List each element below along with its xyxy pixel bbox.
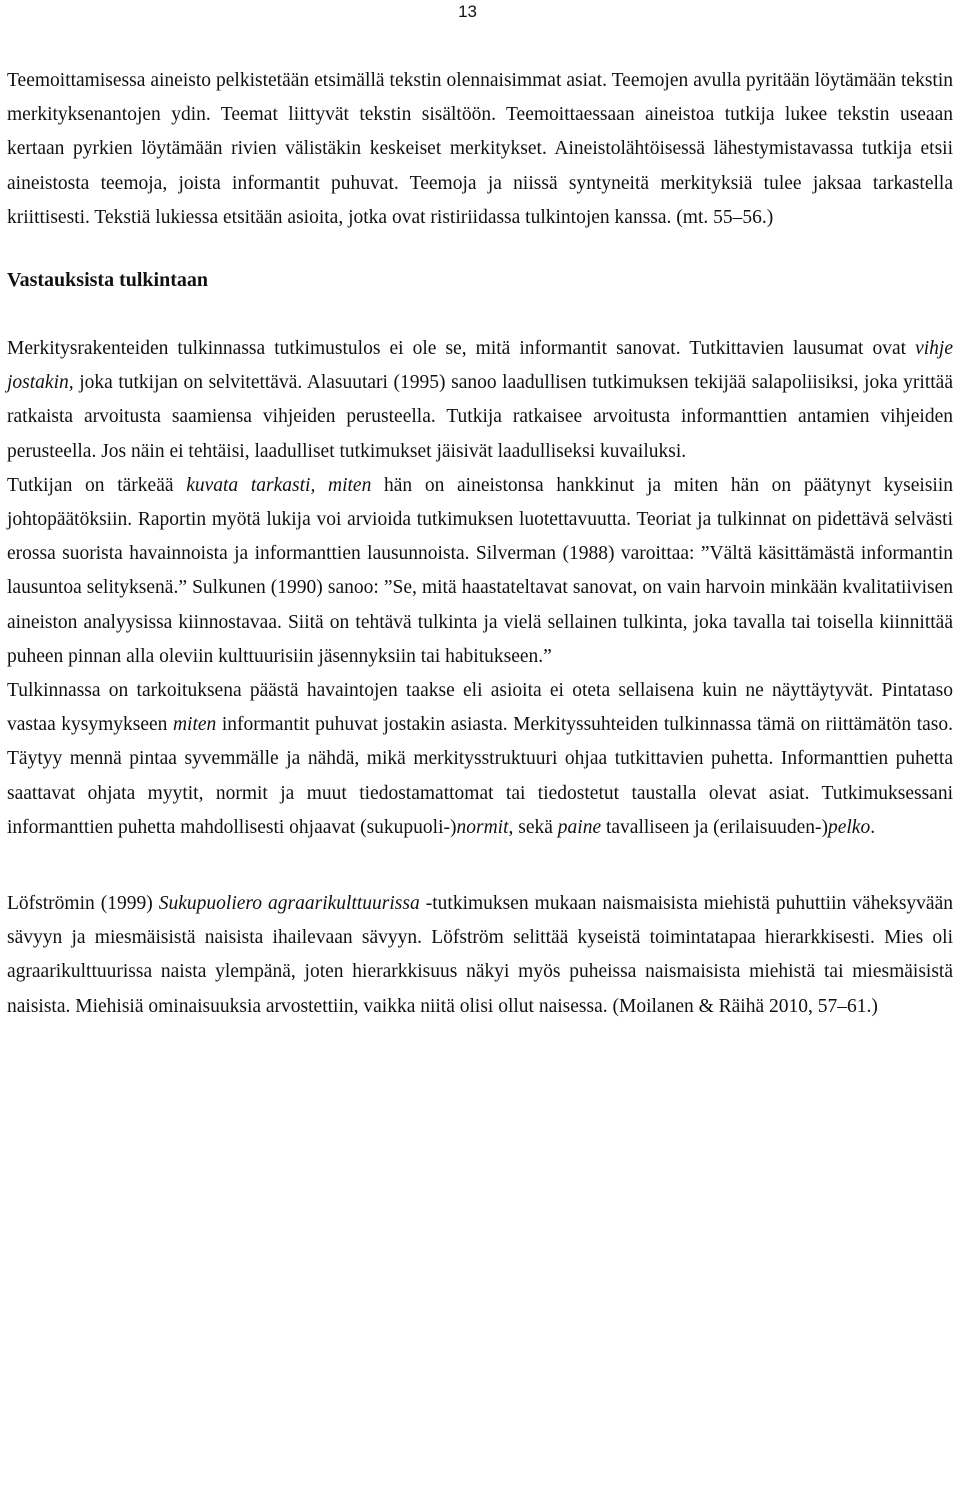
emphasis-text: kuvata tarkasti, miten — [186, 474, 372, 496]
emphasis-text: Sukupuoliero agraarikulttuurissa — [158, 893, 420, 915]
emphasis-text: pelko — [827, 816, 871, 838]
paragraph-lofstrom — [7, 887, 953, 1024]
text-run: Tutkijan on tärkeää — [7, 474, 187, 496]
paragraph-tulkinnassa — [7, 674, 953, 845]
text-run: . — [870, 816, 876, 838]
paragraph-teemoittaminen: Teemoittamisessa aineisto pelkistetään etsimällä tekstin olennaisimmat asiat. Teemojen avulla pyritään löytämään tekstin merkityksenantojen ydin. Teemat liittyvät tekstin sisältöön. Teemoittaessaan aineistoa tutkija lukee tekstin useaan kertaan pyrkien löytämään rivien välistäkin keskeiset merkitykset. Aineistolähtöisessä lähestymistavassa tutkija etsii aineistosta teemoja, joista informantit puhuvat. Teemoja ja niissä syntyneitä merkityksiä tulee jaksaa tarkastella kriittisesti. Tekstiä lukiessa etsitään asioita, jotka ovat ristiriidassa tulkintojen kanssa. (mt. 55–56.) — [7, 70, 953, 228]
text-run: Tulkinnassa on tarkoituksena päästä havaintojen taakse eli asioita ei oteta sellaisena kuin ne näyttäytyvät. Pintataso vastaa kysymykseen — [7, 680, 953, 736]
paragraph-tutkijan — [7, 469, 953, 674]
emphasis-text: normit — [456, 816, 509, 838]
paragraph-merkitysrakenteet — [7, 332, 953, 469]
emphasis-text: paine — [557, 816, 602, 838]
text-run: tavalliseen ja (erilaisuuden-) — [601, 816, 828, 838]
document-body — [7, 64, 953, 1024]
text-run: Löfströmin (1999) — [7, 893, 159, 915]
section-heading: Vastauksista tulkintaan — [7, 269, 209, 292]
text-run: -tutkimuksen mukaan naismaisista miehistä puhuttiin väheksyvään sävyyn ja miesmäisistä naisista ihailevaan sävyyn. Löfström selittää kyseistä toimintatapaa hierarkkisesti. Mies oli agraarikulttuurissa naista ylempänä, joten hierarkkisuus näkyi myös puheissa naismaisista miehistä tai miesmäisistä naisista. Miehisiä ominaisuuksia arvostettiin, vaikka niitä olisi ollut naisessa. (Moilanen & Räihä 2010, 57–61.) — [7, 893, 953, 1017]
text-run: informantit puhuvat jostakin asiasta. Merkityssuhteiden tulkinnassa tämä on riittämätön taso. Täytyy mennä pintaa syvemmälle ja nähdä, mikä merkitysstruktuuri ohjaa tutkittavien puhetta. Informanttien puhetta saattavat ohjata myytit, normit ja muut tiedostamattomat tai tiedostetut taustalla olevat asiat. Tutkimuksessani informanttien puhetta mahdollisesti ohjaavat (sukupuoli-) — [7, 714, 953, 838]
text-run: joka tutkijan on selvitettävä. Alasuutari (1995) sanoo laadullisen tutkimuksen tekijää salapoliisiksi, joka yrittää ratkaista arvoitusta saamiensa vihjeiden perusteella. Tutkija ratkaisee arvoitusta informanttien antamien vihjeiden perusteella. Jos näin ei tehtäisi, laadulliset tutkimukset jäisivät laadulliseksi kuvailuksi. — [7, 372, 953, 462]
text-run: Merkitysrakenteiden tulkinnassa tutkimustulos ei ole se, mitä informantit sanovat. Tutkittavien lausumat ovat — [7, 338, 916, 360]
text-run: , sekä — [508, 816, 558, 838]
emphasis-text: vihje jostakin, — [7, 338, 953, 394]
page-number: 13 — [458, 2, 477, 21]
text-run: hän on aineistonsa hankkinut ja miten hän on päätynyt kyseisiin johtopäätöksiin. Raportin myötä lukija voi arvioida tutkimuksen luotettavuutta. Teoriat ja tulkinnat on pidettävä selvästi erossa suorista havainnoista ja informanttien lausunnoista. Silverman (1988) varoittaa: ”Vältä käsittämästä informantin lausuntoa selityksenä.” Sulkunen (1990) sanoo: ”Se, mitä haastateltavat sanovat, on vain harvoin minkään kvalitatiivisen aineiston analyysissa kiinnostavaa. Siitä on tehtävä tulkinta ja vielä sellainen tulkinta, joka tavalla tai toisella kiinnittää puheen pinnan alla oleviin kulttuurisiin jäsennyksiin tai habitukseen.” — [7, 474, 953, 667]
emphasis-text: miten — [172, 714, 217, 736]
